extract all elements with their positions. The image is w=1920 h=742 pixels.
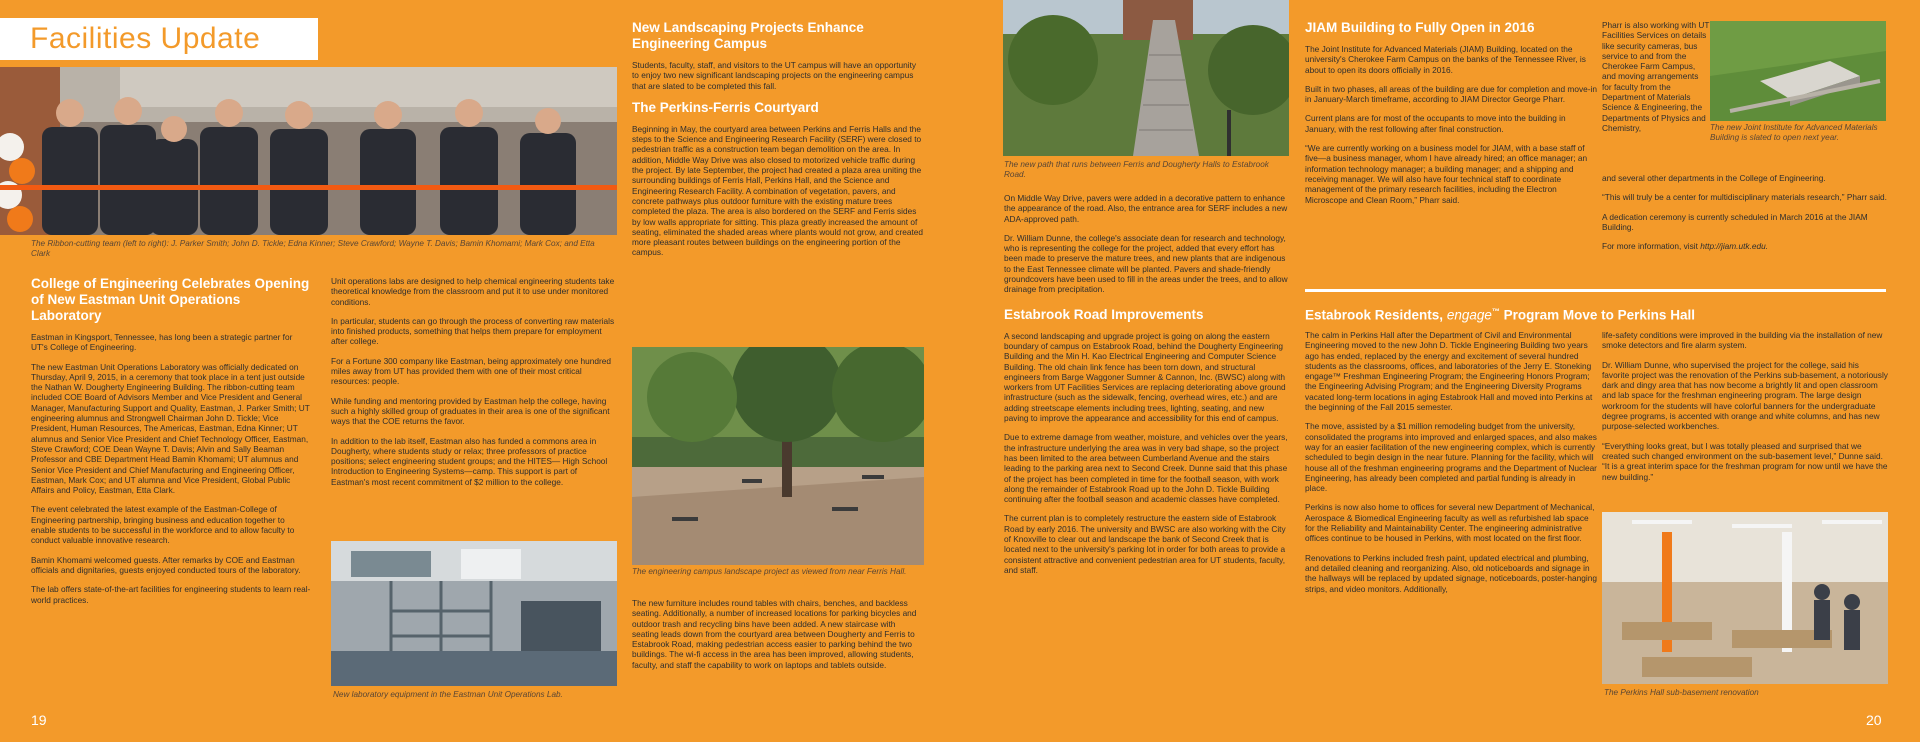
landscaping-p7: Due to extreme damage from weather, moisture, and vehicles over the years, the infrastructure underlying the area was in very bad shape, so the project has been limited to the area between Cumberland Avenue and the stairs leading to the parking area next to Second Creek. Dunne said that this phase of the project has been completed in time for the football season, with work along the remainder of Estabrook Road up to the John D. Tickle Building continuing after the football season and academic classes have completed. <box>1004 432 1288 505</box>
jiam-column-1 <box>1305 20 1597 214</box>
jiam-p7: A dedication ceremony is currently scheduled in March 2016 at the JIAM Building. <box>1602 211 1868 232</box>
eastman-p3: The event celebrated the latest example of the Eastman-College of Engineering partnership, bringing business and education together to enable students to be successful in the workforce and to allow faculty to conduct valuable innovative research. <box>31 504 295 546</box>
estabrook-column-1 <box>1305 330 1597 603</box>
landscaping-p3: The new furniture includes round tables with chairs, benches, and backless seating. Additionally, a number of increased locations for parking bicycles and outdoor trash and recycling bins have been added. A new staircase with seating leads down from the courtyard area between Dougherty and Ferris to Estabrook Road, making pedestrian access easier to parking behind the two buildings. The wi-fi access in the area has been improved, allowing students, faculty, and staff the capability to work on laptops and tablets outside. <box>632 598 917 670</box>
jiam-p4: “We are currently working on a business model for JIAM, with a base staff of five—a business manager, whom I have already hired; an office manager; an information technology manager; a building manager; and a shipping and receiving manager. We will also have four technical staff to coordinate management of the primary research facilities, including the Electron Microscope and Clean Room,” Pharr said. <box>1305 143 1588 205</box>
eastman-p1: Eastman in Kingsport, Tennessee, has long been a strategic partner for UT's College of Engineering. <box>31 332 293 353</box>
eastman-p2: The new Eastman Unit Operations Laboratory was officially dedicated on Thursday, April 9, 2015, in a ceremony that took place in a tent just outside the Nathan W. Dougherty Engineering Building. The ribbon-cutting team included COE Board of Advisors Member and Vice President and General Manager, Manufacturing Support and Quality, Eastman, J. Parker Smith; UT engineering alumnus and Strongwell Chairman John D. Tickle; Vice President, Human Resources, The Americas, Eastman, Edna Kinner; UT alumnus and Senior Vice President and Chief Technology Officer, Eastman, Steve Crawford; COE Dean Wayne T. Davis; Alvin and Sally Beaman Professor and CBE Department Head Bamin Khomami; UT alumnus and Senior Vice President and Chief Manufacturing and Engineering Officer, Eastman, Mark Cox; and UT alumna and Vice President, Global Public Affairs and Policy, Eastman, Etta Clark. <box>31 361 310 496</box>
ribbon-cutting-photo <box>0 67 617 235</box>
jiam-p2: Built in two phases, all areas of the building are due for completion and move-in in January-March timeframe, according to JIAM Director George Pharr. <box>1305 83 1597 105</box>
eastman-p7: In particular, students can go through the process of converting raw materials into finished products, something that helps them prepare for employment after college. <box>331 315 615 347</box>
jiam-more-info-label: For more information, visit <box>1602 241 1698 252</box>
perkins-photo <box>1602 512 1888 684</box>
lab-equipment-photo <box>331 541 617 686</box>
jiam-column-2 <box>1602 173 1888 260</box>
jiam-p6: “This will truly be a center for multidisciplinary materials research,” Pharr said. <box>1602 192 1887 203</box>
landscaping-column-1-bottom <box>632 598 924 679</box>
courtyard-photo <box>632 347 924 565</box>
estabrook-p6: Dr. William Dunne, who supervised the project for the college, said his favorite project was the renovation of the Perkins sub-basement, a notoriously dark and dingy area that has now become a brightly lit and open classroom and lab space for the freshman engineering program. The large design workroom for the students will have colorful banners for the undergraduate degree programs, is accented with orange and white columns, and has new purpose-selected workbenches. <box>1602 359 1888 432</box>
eastman-p8: For a Fortune 300 company like Eastman, being approximately one hundred miles away from UT has provided them with one of their most critical resources: people. <box>331 355 611 387</box>
eastman-column-2 <box>331 276 617 496</box>
eastman-p5: The lab offers state-of-the-art facilities for engineering students to learn real-world practices. <box>31 584 311 605</box>
eastman-p10: In addition to the lab itself, Eastman also has funded a commons area in Dougherty, where students study or relax; three professors of practice positions; select engineering student groups; and the HITES— High School Introduction to Engineering Systems—camp. This support is part of Eastman's most recent commitment of $2 million to the college. <box>331 435 608 487</box>
jiam-caption: The new Joint Institute for Advanced Materials Building is slated to open next year. <box>1710 123 1878 142</box>
section-divider <box>1305 289 1886 292</box>
landscaping-column-1 <box>632 20 924 267</box>
courtyard-caption: The engineering campus landscape project as viewed from near Ferris Hall. <box>632 567 907 576</box>
eastman-heading: College of Engineering Celebrates Opening of New Eastman Unit Operations Laboratory <box>31 276 310 323</box>
eastman-p6: Unit operations labs are designed to help chemical engineering students take theoretical knowledge from the classroom and put it to use under monitored conditions. <box>331 276 615 307</box>
jiam-column-2-narrow <box>1602 20 1710 133</box>
landscaping-p8: The current plan is to completely restructure the eastern side of Estabrook Road by early 2016. The university and BWSC are also working with the City of Knoxville to clear out and landscape the bank of Second Creek that is located next to the university's parking lot in order for both areas to provide a consistent attractive and convenient pedestrian area for UT students, faculty, and staff. <box>1004 513 1286 575</box>
page-title: Facilities Update <box>30 22 261 55</box>
eastman-column-1 <box>31 276 311 614</box>
landscaping-p4: On Middle Way Drive, pavers were added in a decorative pattern to enhance the appearance of the road. Also, the entrance area for SERF includes a new ADA-approved path. <box>1004 193 1288 224</box>
jiam-heading: JIAM Building to Fully Open in 2016 <box>1305 20 1535 35</box>
landscaping-p5: Dr. William Dunne, the college's associate dean for research and technology, who is representing the college for the project, added that every effort has been made to preserve the mature trees, and new plants that are indigenous to the East Tennessee climate will be planted. Pavers and shade-friendly groundcovers have been used to fill in the areas under the trees, and to allow drainage from precipitation. <box>1004 232 1288 295</box>
landscaping-p1: Students, faculty, staff, and visitors to the UT campus will have an opportunity to enjoy two new significant landscaping projects on the engineering campus that are slated to be completed this fall. <box>632 60 917 91</box>
perkins-caption: The Perkins Hall sub-basement renovation <box>1604 688 1759 697</box>
landscaping-column-2 <box>1004 193 1290 584</box>
lab-caption: New laboratory equipment in the Eastman Unit Operations Lab. <box>333 690 563 699</box>
jiam-photo <box>1710 21 1886 121</box>
estabrook-road-subheading: Estabrook Road Improvements <box>1004 306 1204 322</box>
estabrook-p4: Renovations to Perkins included fresh paint, updated electrical and plumbing, and detailed cleaning and reorganizing. Also, old noticeboards and signage in the hallways will be replaced by updated signage, noticeboards, poster-hanging strips, and video monitors. Additionally, <box>1305 552 1597 594</box>
path-illustration <box>1003 0 1289 156</box>
estabrook-p7: “Everything looks great, but I was totally pleased and surprised that we created such changed environment on the sub-basement level,” Dunne said. “It is a great interim space for the freshman program for now until we have the new building.” <box>1602 440 1888 482</box>
ribbon-caption: The Ribbon-cutting team (left to right): J. Parker Smith; John D. Tickle; Edna Kinner; Steve Crawford; Wayne T. Davis; Bamin Khomami; Mark Cox; and Etta Clark <box>31 239 595 258</box>
section-title-box <box>0 18 318 60</box>
jiam-website-link[interactable]: http://jiam.utk.edu. <box>1700 241 1769 252</box>
ribbon-cutting-illustration <box>0 67 617 235</box>
jiam-p1: The Joint Institute for Advanced Materials (JIAM) Building, located on the university's Cherokee Farm Campus on the banks of the Tennessee River, is about to open its doors officially in 2016. <box>1305 44 1586 75</box>
jiam-p3: Current plans are for most of the occupants to move into the building in January, with the rest following after final construction. <box>1305 113 1566 134</box>
eastman-p9: While funding and mentoring provided by Eastman help the college, having such a highly skilled group of graduates in their area is one of the significant ways that the COE returns the favor. <box>331 395 610 427</box>
jiam-aerial-illustration <box>1710 21 1886 121</box>
jiam-p5b: and several other departments in the College of Engineering. <box>1602 173 1826 183</box>
courtyard-subheading: The Perkins-Ferris Courtyard <box>632 99 819 115</box>
jiam-p5a: Pharr is also working with UT Facilities Services on details like security cameras, bus service to and from the Cherokee Farm Campus, and moving arrangements for faculty from the Department of Materials Science & Engineering, the Departments of Physics and Chemistry, <box>1602 20 1710 133</box>
path-photo <box>1003 0 1289 156</box>
estabrook-p5: life-safety conditions were improved in the building via the installation of new smoke detectors and fire alarm system. <box>1602 330 1883 351</box>
eastman-p4: Bamin Khomami welcomed guests. After remarks by COE and Eastman officials and dignitaries, guests enjoyed conducted tours of the laboratory. <box>31 554 301 575</box>
page-number-right: 20 <box>1866 712 1882 728</box>
jiam-p8 <box>1602 241 1888 251</box>
estabrook-p3: Perkins is now also home to offices for several new Department of Mechanical, Aerospace & Biomedical Engineering faculty as well as refurbished lab space for the Reliability and Maintainability Center. The engineering administrative offices continue to be housed in Perkins, with most located on the first floor. <box>1305 502 1595 544</box>
estabrook-p2: The move, assisted by a $1 million remodeling budget from the university, consolidated the programs into improved and enlarged spaces, and also makes way for an easier facilitation of the new engineering complex, which is currently scheduled to begin design in the near future. Planning for the facility, which will house all of the freshman engineering programs and the Department of Nuclear Engineering, has already been completed and partial funding is already in place. <box>1305 421 1597 494</box>
courtyard-illustration <box>632 347 924 565</box>
page-number-left: 19 <box>31 712 47 728</box>
lab-illustration <box>331 541 617 686</box>
landscaping-heading: New Landscaping Projects Enhance Engineering Campus <box>632 20 864 51</box>
estabrook-p1: The calm in Perkins Hall after the Department of Civil and Environmental Engineering moved to the new John D. Tickle Engineering Building two years ago has ended, replaced by the energy and excitement of several hundred students as the classrooms, offices, and laboratories of the Jerry E. Stoneking engage™ Freshman Engineering Program; the Engineering Honors Program; the Engineering Advising Program; and the Engineering Diversity Programs vacated long-term locations in aging Estabrook Hall and moved into Perkins at the beginning of the Fall 2015 semester. <box>1305 330 1593 413</box>
landscaping-p2: Beginning in May, the courtyard area between Perkins and Ferris Halls and the steps to the Science and Engineering Research Facility (SERF) were closed to pedestrian traffic as a construction team began demolition on the area. In addition, Middle Way Drive was also closed to motorized vehicle traffic during the project. By late September, the project had created a plaza area uniting the surrounding buildings of Ferris Hall, Perkins Hall, and the Science and Engineering Research Facility. A combination of vegetation, pavers, and concrete pathways plus outdoor furniture with the existing mature trees completed the plaza. The area is also bordered on the SERF and Ferris sides by low walls appropriate for sitting. This plaza greatly increased the amount of seating, eliminated the shaded areas where plants would not grow, and created more pleasant routes between buildings on the engineering portion of the campus. <box>632 123 924 258</box>
estabrook-column-2 <box>1602 330 1888 491</box>
landscaping-p6: A second landscaping and upgrade project is going on along the eastern boundary of campus on Estabrook Road, behind the Dougherty Engineering Building and the Min H. Kao Electrical Engineering and Computer Science Building. The old chain link fence has been torn down, and structural engineers from Barge Waggoner Sumner & Cannon, Inc. (BWSC) along with workers from UT Facilities Services are replacing deteriorating above ground infrastructure (such as the sidewalk, fencing, overhead wires, etc.) and are adding streetscape elements including trees, lighting, seating, and new paving to improve the appearance and accessibility for this end of campus. <box>1004 330 1286 424</box>
path-caption: The new path that runs between Ferris and Dougherty Halls to Estabrook Road. <box>1004 160 1269 179</box>
estabrook-residents-heading: Estabrook Residents, engage™ Program Move to Perkins Hall <box>1305 307 1695 323</box>
perkins-illustration <box>1602 512 1888 684</box>
